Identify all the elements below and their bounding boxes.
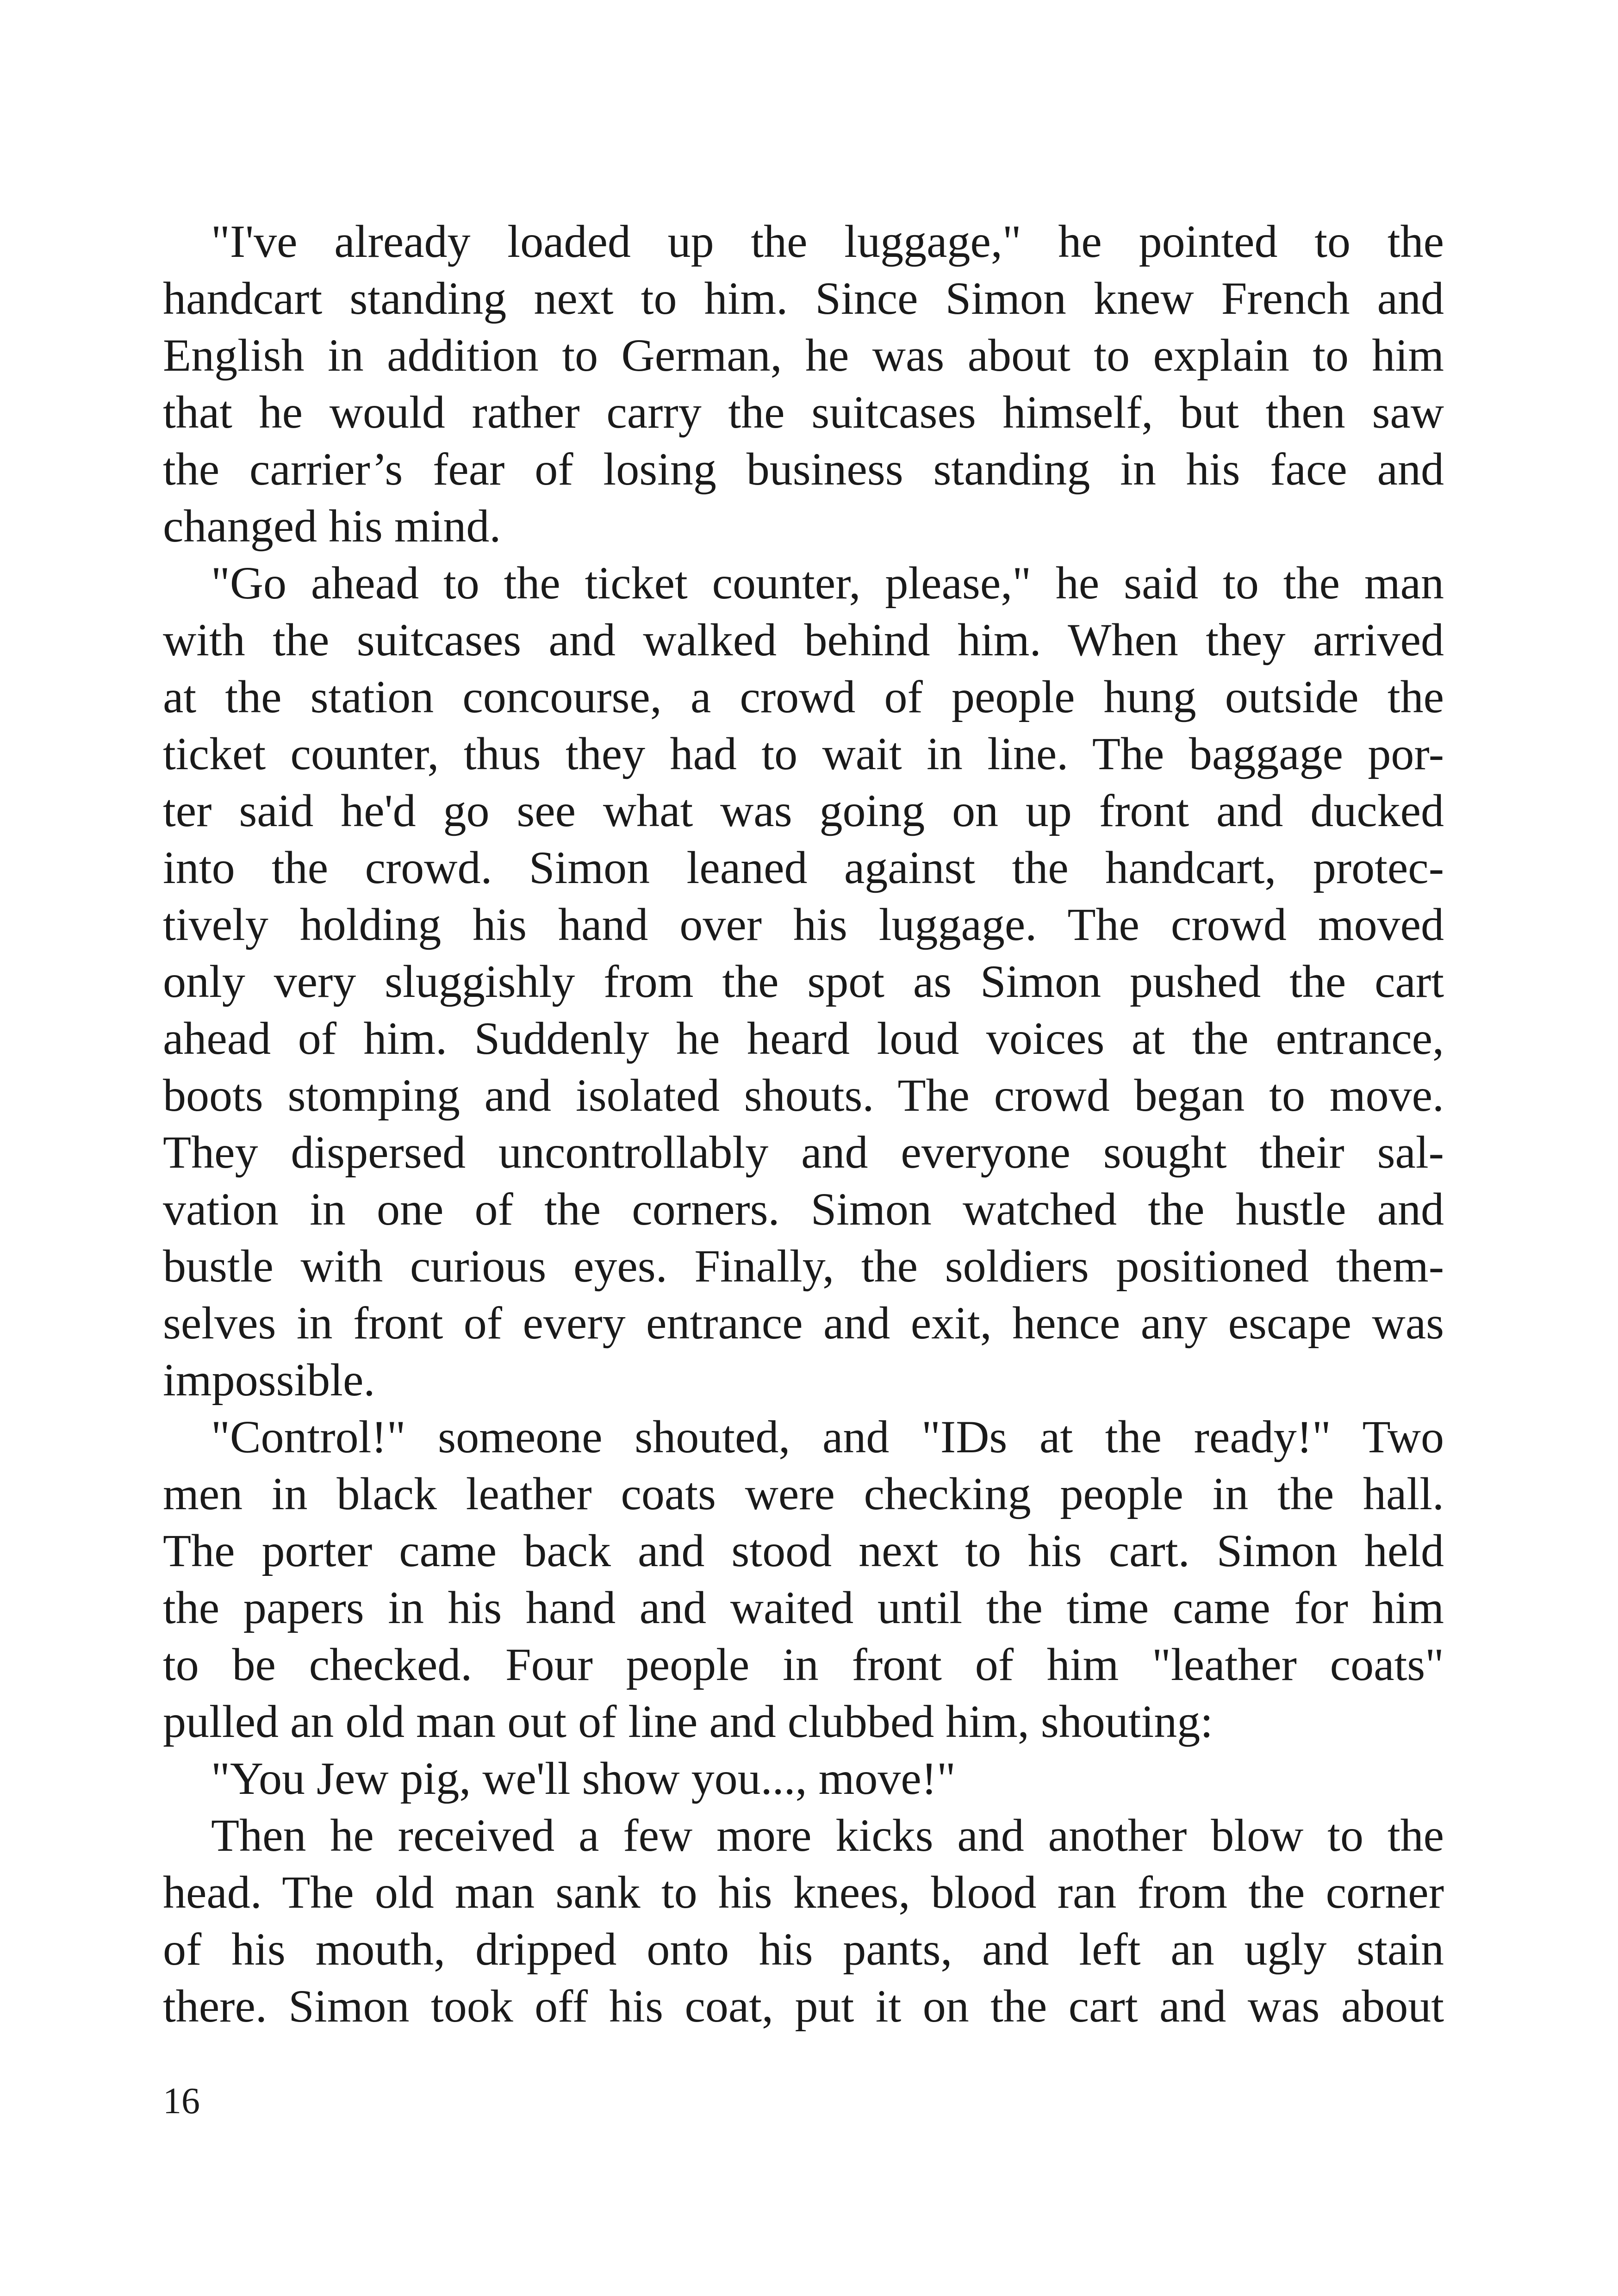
text-line: of his mouth, dripped onto his pants, and left an ugly stain xyxy=(163,1923,1444,1975)
text-line: "You Jew pig, we'll show you..., move!" xyxy=(211,1753,956,1804)
text-line: English in addition to German, he was about to explain to him xyxy=(163,330,1444,381)
text-line: that he would rather carry the suitcases himself, but then saw xyxy=(163,386,1444,438)
text-line: impossible. xyxy=(163,1354,375,1406)
text-line: there. Simon took off his coat, put it on the cart and was about xyxy=(163,1980,1444,2032)
text-line: ter said he'd go see what was going on up front and ducked xyxy=(163,785,1444,836)
text-line: the papers in his hand and waited until the time came for him xyxy=(163,1582,1444,1633)
text-line: at the station concourse, a crowd of people hung outside the xyxy=(163,671,1444,722)
text-line: "Go ahead to the ticket counter, please," he said to the man xyxy=(211,557,1444,609)
text-line: ticket counter, thus they had to wait in line. The baggage por- xyxy=(163,728,1444,779)
text-line: the carrier’s fear of losing business standing in his face and xyxy=(163,443,1444,495)
text-line: with the suitcases and walked behind him. When they arrived xyxy=(163,614,1444,666)
text-line: men in black leather coats were checking people in the hall. xyxy=(163,1468,1444,1519)
text-line: They dispersed uncontrollably and everyone sought their sal- xyxy=(163,1126,1444,1178)
text-line: changed his mind. xyxy=(163,500,501,552)
text-line: into the crowd. Simon leaned against the handcart, protec- xyxy=(163,842,1444,893)
text-line: Then he received a few more kicks and another blow to the xyxy=(211,1810,1444,1861)
text-line: vation in one of the corners. Simon watched the hustle and xyxy=(163,1183,1444,1235)
text-line: selves in front of every entrance and exit, hence any escape was xyxy=(163,1297,1444,1349)
text-line: boots stomping and isolated shouts. The crowd began to move. xyxy=(163,1070,1444,1121)
text-line: pulled an old man out of line and clubbed him, shouting: xyxy=(163,1696,1214,1747)
text-line: "I've already loaded up the luggage," he pointed to the xyxy=(211,216,1444,267)
text-line: head. The old man sank to his knees, blood ran from the corner xyxy=(163,1867,1444,1918)
text-line: ahead of him. Suddenly he heard loud voices at the entrance, xyxy=(163,1013,1444,1064)
body-text xyxy=(163,213,1444,2035)
text-line: "Control!" someone shouted, and "IDs at the ready!" Two xyxy=(211,1411,1444,1462)
page-number: 16 xyxy=(163,2081,200,2122)
text-line: The porter came back and stood next to his cart. Simon held xyxy=(163,1525,1444,1576)
text-line: to be checked. Four people in front of him "leather coats" xyxy=(163,1639,1444,1690)
text-line: handcart standing next to him. Since Simon knew French and xyxy=(163,273,1444,324)
text-line: tively holding his hand over his luggage. The crowd moved xyxy=(163,899,1444,950)
text-line: only very sluggishly from the spot as Simon pushed the cart xyxy=(163,956,1444,1007)
text-line: bustle with curious eyes. Finally, the soldiers positioned them- xyxy=(163,1240,1444,1292)
